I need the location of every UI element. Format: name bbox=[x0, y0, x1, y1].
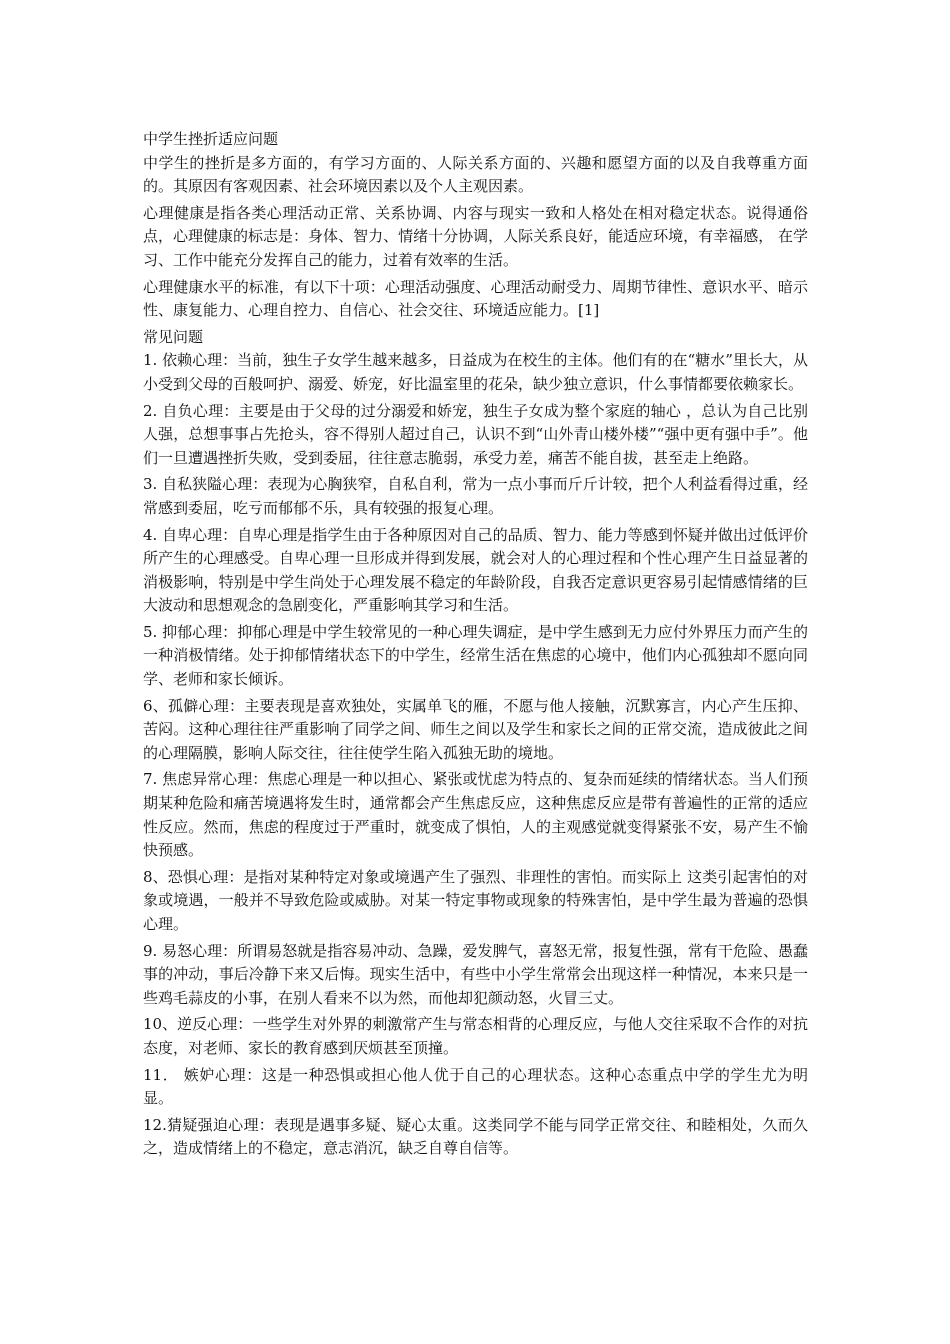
item-inferiority: 4. 自卑心理：自卑心理是指学生由于各种原因对自己的品质、智力、能力等感到怀疑并做出过低评价所产生的心理感受。自卑心理一旦形成并得到发展，就会对人的心理过程和个性心理产生日益显著的消极影响，特别是中学生尚处于心理发展不稳定的年龄阶段，自我否定意识更容易引起情感情绪的巨大波动和思想观念的急剧变化，严重影响其学习和生活。 bbox=[143, 525, 808, 615]
section-heading: 常见问题 bbox=[143, 327, 204, 346]
document-body bbox=[143, 128, 808, 1164]
item-selfishness: 3. 自私狭隘心理：表现为心胸狭窄，自私自利，常为一点小事而斤斤计较，把个人利益看得过重，经常感到委屈，吃亏而郁郁不乐，具有较强的报复心理。 bbox=[143, 475, 808, 517]
item-irritability: 9. 易怒心理：所谓易怒就是指容易冲动、急躁，爱发脾气，喜怒无常，报复性强，常有干危险、愚蠢事的冲动，事后冷静下来又后悔。现实生活中，有些中小学生常常会出现这样一种情况，本来只是一些鸡毛蒜皮的小事，在别人看来不以为然，而他却犯颜动怒，火冒三丈。 bbox=[143, 941, 808, 1007]
item-depression: 5. 抑郁心理：抑郁心理是中学生较常见的一种心理失调症，是中学生感到无力应付外界压力而产生的一种消极情绪。处于抑郁情绪状态下的中学生，经常生活在焦虑的心境中，他们内心孤独却不愿向同学、老师和家长倾诉。 bbox=[143, 622, 808, 689]
item-dependency: 1. 依赖心理：当前，独生子女学生越来越多，日益成为在校生的主体。他们有的在“糖水”里长大，从小受到父母的百般呵护、溺爱、娇宠，好比温室里的花朵，缺少独立意识，什么事情都要依赖家长。 bbox=[143, 351, 808, 393]
item-fear: 8、恐惧心理：是指对某种特定对象或境遇产生了强烈、非理性的害怕。而实际上 这类引起害怕的对象或境遇，一般并不导致危险或威胁。对某一特定事物或现象的特殊害怕，是中学生最为普遍的恐惧心理。 bbox=[143, 867, 808, 933]
item-anxiety: 7. 焦虑异常心理：焦虑心理是一种以担心、紧张或忧虑为特点的、复杂而延续的情绪状态。当人们预期某种危险和痛苦境遇将发生时，通常都会产生焦虑反应，这种焦虑反应是带有普遍性的正常的适应性反应。然而，焦虑的程度过于严重时，就变成了惧怕，人的主观感觉就变得紧张不安，易产生不愉快预感。 bbox=[143, 770, 808, 860]
item-rebellion: 10、逆反心理：一些学生对外界的刺激常产生与常态相背的心理反应，与他人交往采取不合作的对抗态度，对老师、家长的教育感到厌烦甚至顶撞。 bbox=[143, 1015, 808, 1057]
item-withdrawal: 6、孤僻心理：主要表现是喜欢独处，实属单飞的雁，不愿与他人接触，沉默寡言，内心产生压抑、苦闷。这种心理往往严重影响了同学之间、师生之间以及学生和家长之间的正常交流，造成彼此之间的心理隔膜，影响人际交往，往往使学生陷入孤独无助的境地。 bbox=[143, 696, 808, 762]
document-title: 中学生挫折适应问题 bbox=[143, 130, 279, 148]
item-suspicion: 12.猜疑强迫心理：表现是遇事多疑、疑心太重。这类同学不能与同学正常交往、和睦相处，久而久之，造成情绪上的不稳定，意志消沉，缺乏自尊自信等。 bbox=[143, 1115, 808, 1158]
item-conceit: 2. 自负心理：主要是由于父母的过分溺爱和娇宠，独生子女成为整个家庭的轴心 ，总认为自己比别人强，总想事事占先抢头，容不得别人超过自己，认识不到“山外青山楼外楼”“强中更有强中手”。他们一旦遭遇挫折失败，受到委屈，往往意志脆弱，承受力差，痛苦不能自拔，甚至走上绝路。 bbox=[143, 401, 808, 467]
intro-paragraph-2: 心理健康是指各类心理活动正常、关系协调、内容与现实一致和人格处在相对稳定状态。说得通俗点，心理健康的标志是：身体、智力、情绪十分协调，人际关系良好，能适应环境，有幸福感， 在学习、工作中能充分发挥自己的能力，过着有效率的生活。 bbox=[143, 203, 808, 269]
item-jealousy: 11． 嫉妒心理：这是一种恐惧或担心他人优于自己的心理状态。这种心态重点中学的学生尤为明显。 bbox=[143, 1065, 808, 1108]
intro-paragraph-1: 中学生的挫折是多方面的，有学习方面的、人际关系方面的、兴趣和愿望方面的以及自我尊重方面的。其原因有客观因素、社会环境因素以及个人主观因素。 bbox=[143, 153, 808, 196]
intro-paragraph-3: 心理健康水平的标准，有以下十项：心理活动强度、心理活动耐受力、周期节律性、意识水平、暗示性、康复能力、心理自控力、自信心、社会交往、环境适应能力。[1] bbox=[143, 277, 808, 320]
